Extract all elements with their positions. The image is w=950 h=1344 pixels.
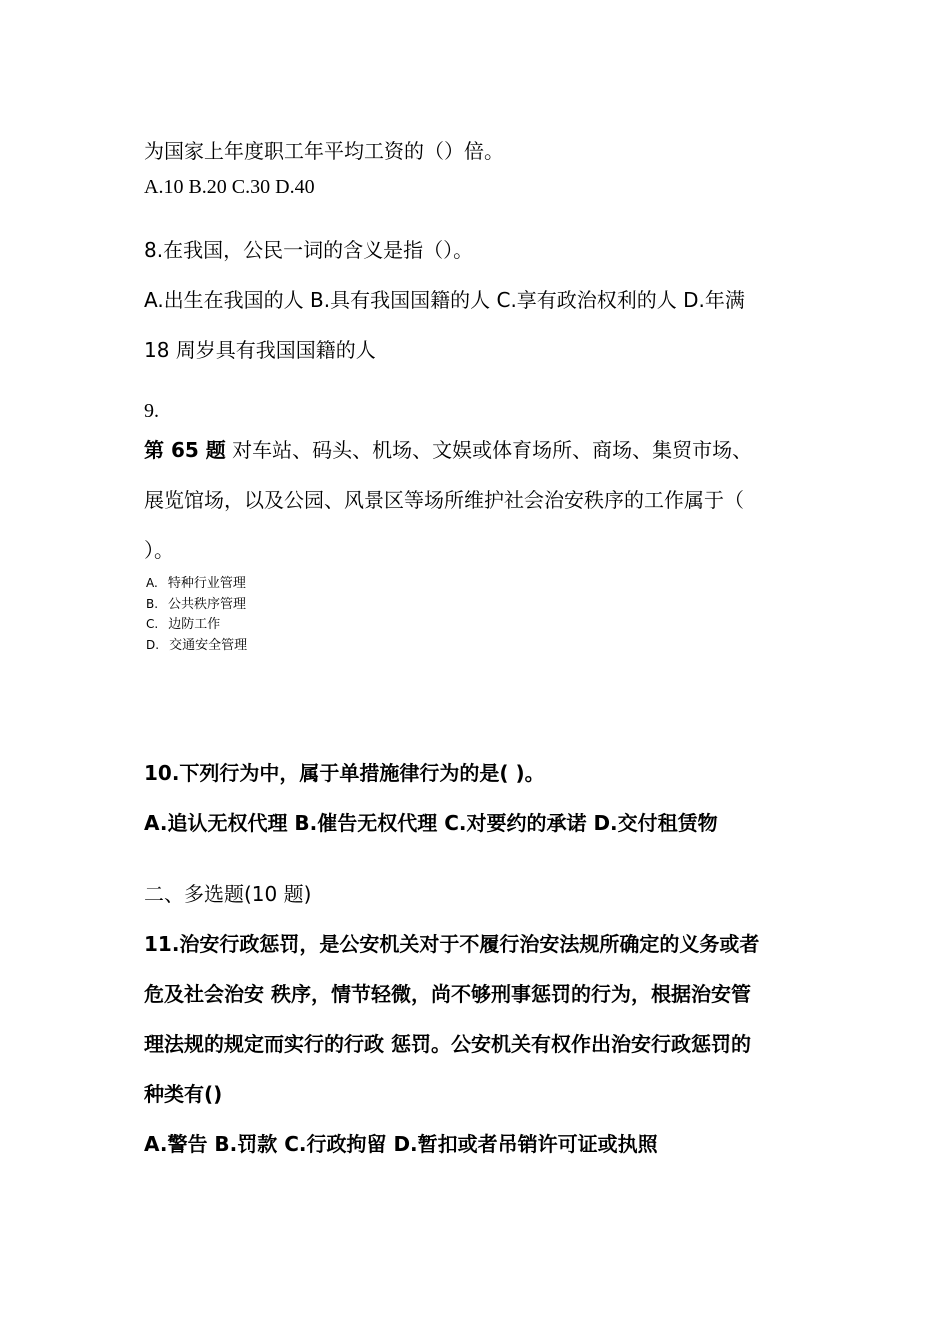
q9-option-c: C. 边防工作 — [146, 617, 221, 632]
q10-options: A.追认无权代理 B.催告无权代理 C.对要约的承诺 D.交付租赁物 — [144, 811, 718, 835]
q11-options: A.警告 B.罚款 C.行政拘留 D.暂扣或者吊销许可证或执照 — [144, 1132, 658, 1156]
q11-stem-line2: 危及社会治安 秩序，情节轻微，尚不够刑事惩罚的行为，根据治安管 — [144, 982, 751, 1006]
q9-option-a: A. 特种行业管理 — [146, 576, 246, 591]
q11-stem-line3: 理法规的规定而实行的行政 惩罚。公安机关有权作出治安行政惩罚的 — [144, 1032, 751, 1056]
q9-stem-text: 对车站、码头、机场、文娱或体育场所、商场、集贸市场、 — [225, 438, 753, 462]
q7-options: A.10 B.20 C.30 D.40 — [144, 176, 315, 198]
q9-label: 第 65 题 — [144, 438, 226, 462]
q9-number: 9. — [144, 400, 159, 422]
q9-stem-line3: ）。 — [144, 538, 174, 562]
q8-stem: 8.在我国，公民一词的含义是指（）。 — [144, 238, 474, 262]
q9-stem-line1 — [144, 438, 752, 462]
q10-stem: 10.下列行为中，属于单措施律行为的是( )。 — [144, 761, 545, 785]
section2-title: 二、多选题(10 题) — [144, 882, 312, 906]
q7-continuation: 为国家上年度职工年平均工资的（）倍。 — [144, 139, 504, 163]
q8-options-line2: 18 周岁具有我国国籍的人 — [144, 338, 376, 362]
q9-option-d: D. 交通安全管理 — [146, 638, 248, 653]
q9-option-b: B. 公共秩序管理 — [146, 597, 247, 612]
q8-options-line1: A.出生在我国的人 B.具有我国国籍的人 C.享有政治权利的人 D.年满 — [144, 288, 745, 312]
q11-stem-line1: 11.治安行政惩罚，是公安机关对于不履行治安法规所确定的义务或者 — [144, 932, 760, 956]
q9-stem-line2: 展览馆场，以及公园、风景区等场所维护社会治安秩序的工作属于（ — [144, 488, 744, 512]
q11-stem-line4: 种类有() — [144, 1082, 223, 1106]
